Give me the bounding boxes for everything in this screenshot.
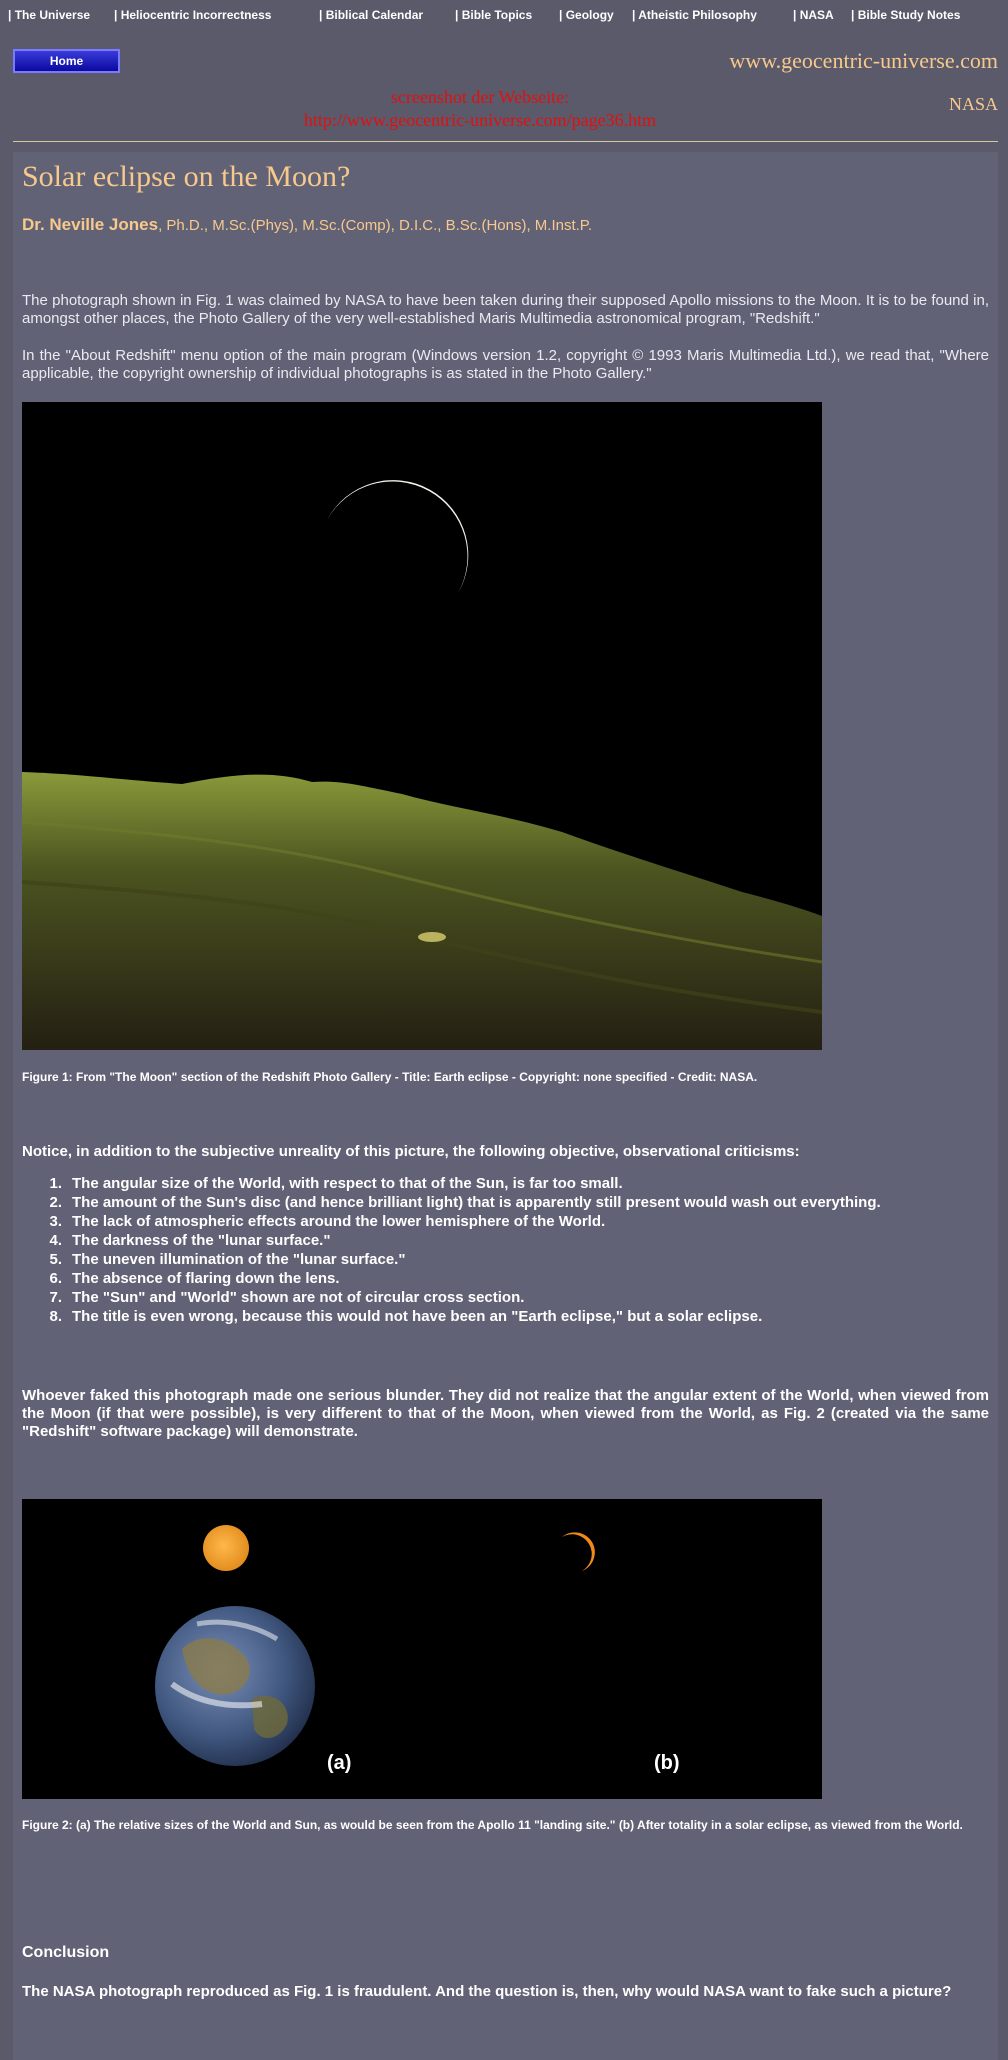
nav-link-geology[interactable]: | Geology bbox=[559, 8, 614, 22]
intro-paragraph-2: In the "About Redshift" menu option of the main program (Windows version 1.2, copyright © 1993 Maris Multimedia Ltd.), we read that, "Where applicable, the copyright ownership of individual photographs is as stated in the Photo Gallery." bbox=[22, 347, 989, 382]
nav-link-the-universe[interactable]: | The Universe bbox=[8, 8, 91, 22]
author-credentials: , Ph.D., M.Sc.(Phys), M.Sc.(Comp), D.I.C., B.Sc.(Hons), M.Inst.P. bbox=[158, 217, 593, 234]
site-url[interactable]: www.geocentric-universe.com bbox=[729, 48, 998, 73]
top-navigation bbox=[0, 0, 1008, 30]
section-label: NASA bbox=[948, 94, 998, 114]
sun-disc bbox=[203, 1525, 249, 1571]
screenshot-note-url: http://www.geocentric-universe.com/page36.htm bbox=[303, 110, 657, 130]
home-button[interactable]: Home bbox=[13, 49, 120, 73]
conclusion-heading: Conclusion bbox=[22, 1944, 110, 1961]
nav-link-atheistic-philosophy[interactable]: | Atheistic Philosophy bbox=[632, 8, 757, 22]
author-line bbox=[22, 215, 592, 235]
figure-2-label-b: (b) bbox=[654, 1752, 680, 1774]
figure-2-label-a: (a) bbox=[327, 1752, 352, 1774]
blunder-paragraph: Whoever faked this photograph made one serious blunder. They did not realize that the angular extent of the World, when viewed from the Moon (if that were possible), is very different to that of the Moon, when viewed from the World, as Fig. 2 (created via the same "Redshift" software package) will demonstrate. bbox=[22, 1387, 989, 1440]
figure-1-earth-eclipse-photo bbox=[22, 402, 822, 1050]
criticisms-intro: Notice, in addition to the subjective unreality of this picture, the following objective, observational criticisms: bbox=[22, 1143, 800, 1160]
list-item: 5. The uneven illumination of the "lunar surface." bbox=[49, 1251, 406, 1268]
figure-2-comparison bbox=[22, 1499, 822, 1799]
screenshot-note bbox=[270, 86, 690, 132]
author-name: Dr. Neville Jones bbox=[22, 215, 159, 234]
nav-link-bible-study-notes[interactable]: | Bible Study Notes bbox=[851, 8, 961, 22]
list-item: 4. The darkness of the "lunar surface." bbox=[49, 1232, 331, 1249]
list-item: 7. The "Sun" and "World" shown are not of circular cross section. bbox=[49, 1289, 525, 1306]
intro-paragraph-1: The photograph shown in Fig. 1 was claimed by NASA to have been taken during their supposed Apollo missions to the Moon. It is to be found in, amongst other places, the Photo Gallery of the very well-established Maris Multimedia astronomical program, "Redshift." bbox=[22, 292, 989, 327]
figure-2-caption: Figure 2: (a) The relative sizes of the World and Sun, as would be seen from the Apollo 11 "landing site." (b) After totality in a solar eclipse, as viewed from the World. bbox=[22, 1818, 963, 1832]
list-item: 3. The lack of atmospheric effects around the lower hemisphere of the World. bbox=[49, 1213, 606, 1230]
page-title: Solar eclipse on the Moon? bbox=[22, 160, 351, 193]
list-item: 8. The title is even wrong, because this would not have been an "Earth eclipse," but a solar eclipse. bbox=[49, 1308, 763, 1325]
nav-link-nasa[interactable]: | NASA bbox=[793, 8, 834, 22]
list-item: 2. The amount of the Sun's disc (and hence brilliant light) that is apparently still present would wash out everything. bbox=[49, 1194, 881, 1211]
figure-1-caption: Figure 1: From "The Moon" section of the Redshift Photo Gallery - Title: Earth eclipse - Copyright: none specified - Credit: NASA. bbox=[22, 1070, 758, 1084]
nav-link-bible-topics[interactable]: | Bible Topics bbox=[455, 8, 533, 22]
figure-1-image bbox=[22, 402, 822, 1050]
criticisms-list bbox=[22, 1174, 881, 1326]
header-divider bbox=[13, 141, 998, 142]
screenshot-note-line1: screenshot der Webseite: bbox=[390, 87, 570, 107]
conclusion-paragraph: The NASA photograph reproduced as Fig. 1 is fraudulent. And the question is, then, why would NASA want to fake such a picture? bbox=[22, 1983, 952, 2000]
nav-link-biblical-calendar[interactable]: | Biblical Calendar bbox=[319, 8, 424, 22]
nav-link-heliocentric-incorrectness[interactable]: | Heliocentric Incorrectness bbox=[114, 8, 272, 22]
list-item: 1. The angular size of the World, with respect to that of the Sun, is far too small. bbox=[49, 1175, 623, 1192]
list-item: 6. The absence of flaring down the lens. bbox=[49, 1270, 340, 1287]
figure-2-image bbox=[22, 1499, 822, 1799]
